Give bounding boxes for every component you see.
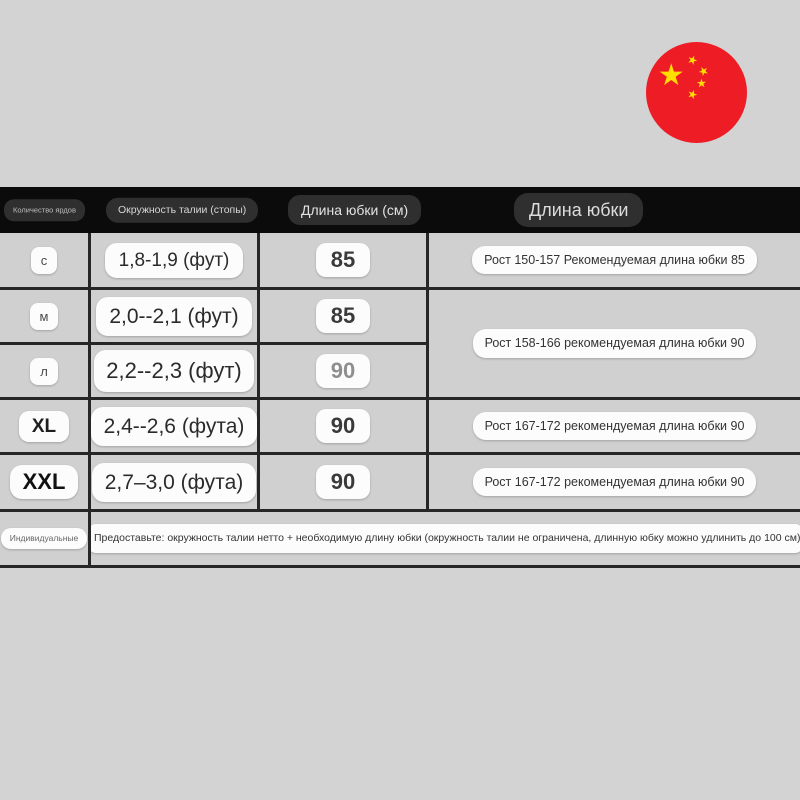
waist-value: 2,7–3,0 (фута) — [92, 463, 257, 502]
header-waist-column: Окружность талии (стопы) — [106, 198, 258, 223]
waist-value: 1,8-1,9 (фут) — [105, 243, 244, 278]
table-row-l-waist-cell — [91, 345, 257, 397]
header-size-column: Количество ярдов — [4, 199, 85, 221]
table-row-l-length-cell — [260, 345, 426, 397]
recommendation-text: Рост 167-172 рекомендуемая длина юбки 90 — [473, 412, 757, 441]
china-flag-icon — [646, 42, 747, 143]
table-row-m-size-cell — [0, 290, 88, 342]
size-badge: XXL — [10, 465, 79, 499]
table-row-xxl-length-cell — [260, 455, 426, 509]
table-row-xl-recommendation-cell — [429, 400, 800, 452]
waist-value: 2,0--2,1 (фут) — [96, 297, 251, 336]
table-row-xl-waist-cell — [91, 400, 257, 452]
header-length-cm-column: Длина юбки (см) — [288, 195, 421, 225]
length-value: 90 — [316, 409, 370, 443]
length-value: 90 — [316, 465, 370, 499]
table-row-m-length-cell — [260, 290, 426, 342]
table-row-l-size-cell — [0, 345, 88, 397]
size-badge: м — [30, 303, 59, 330]
waist-value: 2,4--2,6 (фута) — [91, 407, 257, 446]
table-row-s-recommendation-cell — [429, 233, 800, 287]
size-chart-table — [0, 233, 800, 568]
table-row-xxl-size-cell — [0, 455, 88, 509]
length-value: 90 — [316, 354, 370, 388]
size-badge: с — [31, 247, 58, 274]
recommendation-text: Рост 158-166 рекомендуемая длина юбки 90 — [473, 329, 757, 358]
recommendation-text: Рост 167-172 рекомендуемая длина юбки 90 — [473, 468, 757, 497]
waist-value: 2,2--2,3 (фут) — [94, 350, 254, 392]
table-row-s-length-cell — [260, 233, 426, 287]
table-row-custom-note-cell — [91, 512, 800, 565]
length-value: 85 — [316, 243, 370, 277]
size-badge: XL — [19, 411, 69, 442]
table-row-m-waist-cell — [91, 290, 257, 342]
table-row-xl-size-cell — [0, 400, 88, 452]
table-rows-m-l-recommendation-cell — [429, 290, 800, 397]
size-badge: Индивидуальные — [1, 528, 88, 549]
table-row-custom-size-cell — [0, 512, 88, 565]
length-value: 85 — [316, 299, 370, 333]
header-length-column: Длина юбки — [514, 193, 643, 227]
table-row-xxl-waist-cell — [91, 455, 257, 509]
table-row-xxl-recommendation-cell — [429, 455, 800, 509]
table-header-band — [0, 187, 800, 233]
table-row-xl-length-cell — [260, 400, 426, 452]
size-badge: л — [30, 358, 58, 385]
table-row-s-size-cell — [0, 233, 88, 287]
recommendation-text: Рост 150-157 Рекомендуемая длина юбки 85 — [472, 246, 757, 275]
custom-order-note: Предоставьте: окружность талии нетто + необходимую длину юбки (окружность талии не ограничена, длинную юбку можно удлинить до 100 см) — [91, 524, 800, 553]
table-row-s-waist-cell — [91, 233, 257, 287]
